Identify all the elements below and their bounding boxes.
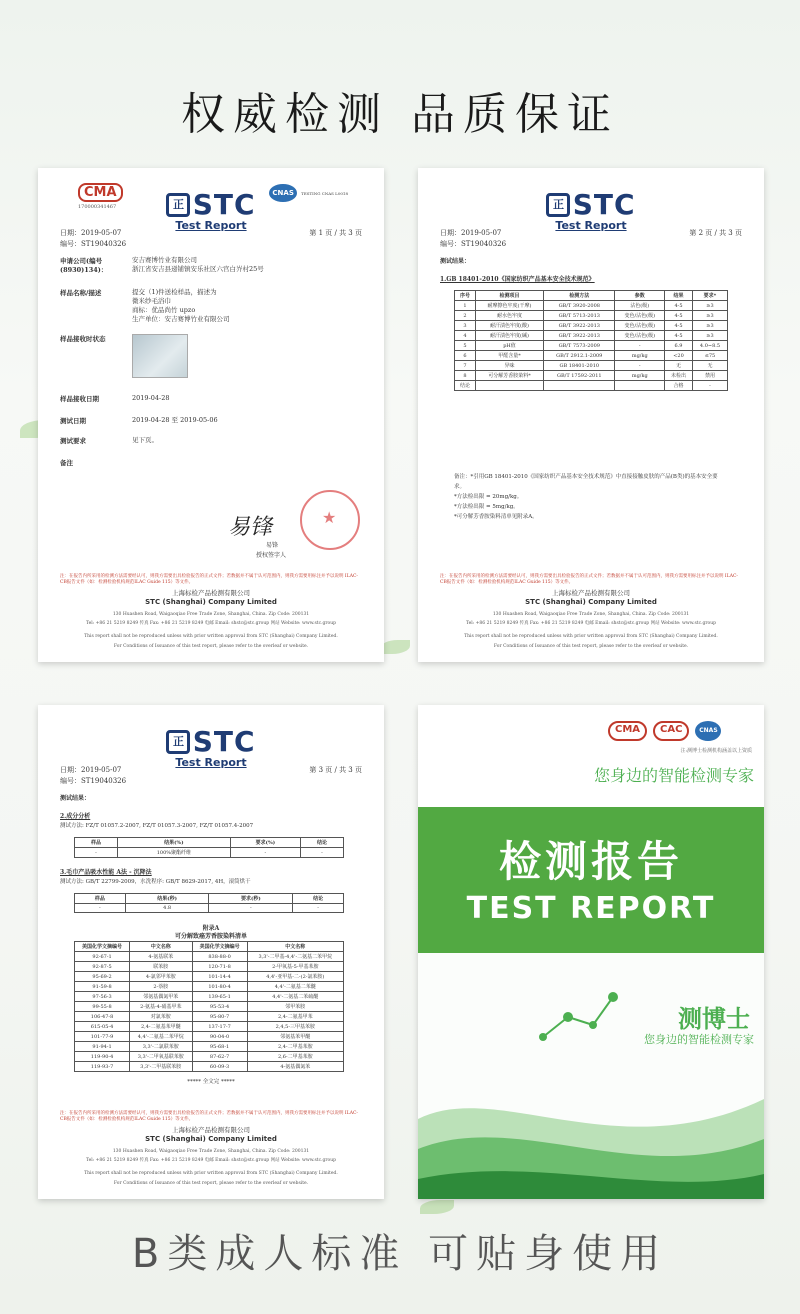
company-contact: Tel: +86 21 5219 8249 传真 Fax: +86 21 5219 8249 电邮 Email: shstc@stc.group 网站 Website: www.stc.group (85, 621, 337, 626)
cover-title-band (418, 807, 764, 953)
appendix-title: 可分解致癌芳香胺染料清单 (174, 933, 247, 940)
accreditation-note: 注：在报告内所采用的检测方法需要经认可，则我方需要出具检验报告的正式文件；若数据并不属于认可范围内，则我方需要用标注并予以说明 ILAC-CB报告文件（如：检测检验机构规范ILAC Guide 115）等文件。 (440, 574, 738, 585)
stc-wordmark: STC (192, 188, 256, 221)
accreditation-note: 注：在报告内所采用的检测方法需要经认可，则我方需要出具检验报告的正式文件；若数据并不属于认可范围内，则我方需要用标注并予以说明 ILAC-CB报告文件（如：检测检验机构规范ILAC Guide 115）等文件。 (60, 574, 358, 585)
company-name-cn: 上海标检产品检测有限公司 (552, 589, 630, 597)
conditions-note: For Conditions of Issuance of this test report, please refer to the overleaf or website. (493, 644, 689, 649)
requirement-row: 测试要求 见下页。 (60, 436, 158, 445)
cma-logo: CMA (608, 721, 647, 741)
table-row: 3 耐汗渍色牢度(酸) GB/T 3922-2013 变色/沾色(级) 4-5 ≥3 (455, 321, 728, 331)
brand-name: 测博士 (678, 1005, 750, 1033)
company-address: 130 Huashen Road, Waigaoqiao Free Trade Zone, Shanghai, China. Zip Code: 200131 (112, 1149, 310, 1154)
report-cover (418, 705, 764, 1199)
qualification-note: 注:测博士检测机构涵盖以上资质 (680, 748, 752, 754)
table-row: 106-47-8 对氯苯胺 95-80-7 2,4-二氨基甲苯 (75, 1012, 344, 1022)
report-meta: 日期：2019-05-07 编号：ST19040326 第 3 页 / 共 3 页 (60, 766, 362, 785)
report-page-3 (38, 705, 384, 1199)
official-stamp-icon (300, 490, 360, 550)
report-date: 日期：2019-05-07 (60, 229, 122, 237)
report-meta (60, 228, 362, 250)
table-row: 119-90-4 3,3'-二甲氧基联苯胺 87-62-7 2,6-二甲基苯胺 (75, 1052, 344, 1062)
test-date-row: 测试日期 2019-04-28 至 2019-05-06 (60, 416, 218, 425)
table-row: 5 pH值 GB/T 7573-2009 - 6.9 4.0~8.5 (455, 341, 728, 351)
table-row: 91-94-1 3,3'-二氯联苯胺 95-68-1 2,4-二甲基苯胺 (75, 1042, 344, 1052)
stc-wordmark: STC (192, 725, 256, 758)
cma-logo: CMA (78, 183, 123, 202)
company-contact: Tel: +86 21 5219 8249 传真 Fax: +86 21 5219 8249 电邮 Email: shstc@stc.group 网站 Website: www.stc.group (85, 1158, 337, 1163)
company-name-en: STC (Shanghai) Company Limited (145, 1135, 277, 1143)
company-name-en: STC (Shanghai) Company Limited (525, 598, 657, 606)
composition-method: 测试方法: FZ/T 01057.2-2007, FZ/T 01057.3-2007, FZ/T 01057.4-2007 (60, 823, 254, 829)
composition-heading: 2.成分分析 (60, 813, 91, 820)
report-meta: 日期：2019-05-07 编号：ST19040326 第 2 页 / 共 3 页 (440, 229, 742, 248)
cover-title-cn: 检测报告 (498, 837, 683, 886)
table-row: 97-56-3 邻氨基偶氮甲苯 139-65-1 4,4'-二氨基二苯硫醚 (75, 992, 344, 1002)
cnas-logo: CNAS TESTING CNAS L0018 (269, 184, 348, 202)
test-report-label: Test Report (175, 756, 247, 769)
table-row: 4 耐汗渍色牢度(碱) GB/T 3922-2013 变色/沾色(级) 4-5 ≥3 (455, 331, 728, 341)
reproduction-note: This report shall not be reproduced unless with prior written approval from STC (Shanghai) Company Limited. (84, 634, 338, 639)
table-row: 95-69-2 4-氯邻甲苯胺 101-14-4 4,4'-亚甲基-二-(2-氯苯胺) (75, 972, 344, 982)
absorbency-method: 测试方法: GB/T 22799-2009，水洗程序: GB/T 8629-2017, 4H，滚筒烘干 (60, 879, 251, 885)
background-leaf (380, 640, 410, 654)
background-leaf (420, 1200, 454, 1214)
company-address: 130 Huashen Road, Waigaoqiao Free Trade Zone, Shanghai, China. Zip Code: 200131 (492, 612, 690, 617)
page-headline: 权威检测 品质保证 (181, 89, 619, 140)
applicant-row: 申请公司(编号(8930)134)： 安吉赛博竹业有限公司 浙江省安吉县递铺镇安乐社区六官白岕村25号 (60, 256, 264, 274)
sample-photo-row: 样品接收时状态 (60, 334, 362, 378)
safety-results-table: 序号 检测项目 检测方法 参数 结果 要求* 1 耐摩擦色牢度(干摩) GB/T 3920-2008 沾色(级) 4-5 ≥3 2 耐水色牢度 GB/T 5713-2013 变色/沾色(级) 4-5 ≥3 3 耐汗渍色牢度(酸) GB/T 3922-2013 变色/沾色(级) 4-5 ≥3 4 耐汗渍色牢度(碱) GB/T 3922-2013 变色/沾色(级) 4-5 ≥3 5 pH值 GB/T 7573-2009 - 6.9 4.0~8.5 6 甲醛含量* GB/T 2912.1-2009 mg/kg <20 ≤75 7 异味 GB 18401-2010 - 无 无 8 可分解芳香胺染料* GB/T 17592-2011 mg/kg 未检出 禁用 结论 合格 - (454, 290, 728, 391)
page-number: 第 1 页 / 共 3 页 (309, 229, 362, 237)
stc-logo (418, 188, 764, 232)
footer-slogan: B类成人标准 可贴身使用 (131, 1231, 669, 1277)
amine-list-table: 美国化学文摘编号 中文名称 美国化学文摘编号 中文名称 92-67-1 4-氨基联苯 838-88-0 3,3'-二甲基-4,4'-二氨基二苯甲烷 92-87-5 联苯胺 120-71-8 2-甲氧基-5-甲基苯胺 95-69-2 4-氯邻甲苯胺 101-14-4 4,4'-亚甲基-二-(2-氯苯胺) 91-59-8 2-萘胺 101-80-4 4,4'-二氨基二苯醚 97-56-3 邻氨基偶氮甲苯 139-65-1 4,4'-二氨基二苯硫醚 99-55-8 2-氨基-4-硝基甲苯 95-53-4 邻甲苯胺 106-47-8 对氯苯胺 95-80-7 2,4-二氨基甲苯 615-05-4 2,4-二氨基苯甲醚 137-17-7 2,4,5-三甲基苯胺 101-77-9 4,4'-二氨基二苯甲烷 90-04-0 邻氨基苯甲醚 91-94-1 3,3'-二氯联苯胺 95-68-1 2,4-二甲基苯胺 119-90-4 3,3'-二甲氧基联苯胺 87-62-7 2,6-二甲基苯胺 119-93-7 3,3'-二甲基联苯胺 60-09-3 4-氨基偶氮苯 (74, 941, 344, 1072)
molecule-icon (538, 987, 618, 1047)
table-notes: 备注：*引用GB 18401-2010《国家纺织产品基本安全技术规范》中直接接触皮肤的产品(B类)的基本安全要求。 *方法检出限 = 20mg/kg。 *方法检出限 = 5mg/kg。 *可分解芳香胺染料清单见附录A。 (454, 474, 718, 520)
cnas-logo: CNAS (695, 721, 721, 741)
results-heading: 测试结果： (440, 258, 471, 265)
reproduction-note: This report shall not be reproduced unless with prior written approval from STC (Shanghai) Company Limited. (84, 1171, 338, 1176)
table-row: 91-59-8 2-萘胺 101-80-4 4,4'-二氨基二苯醚 (75, 982, 344, 992)
cover-slogan: 您身边的智能检测专家 (593, 766, 754, 785)
cma-number: 170000341467 (78, 204, 117, 210)
stc-wordmark: STC (572, 188, 636, 221)
conditions-note: For Conditions of Issuance of this test report, please refer to the overleaf or website. (113, 1181, 309, 1186)
company-name-en: STC (Shanghai) Company Limited (145, 598, 277, 606)
table-row: 6 甲醛含量* GB/T 2912.1-2009 mg/kg <20 ≤75 (455, 351, 728, 361)
table-row: 92-67-1 4-氨基联苯 838-88-0 3,3'-二甲基-4,4'-二氨基二苯甲烷 (75, 952, 344, 962)
receive-date-row: 样品接收日期 2019-04-28 (60, 394, 170, 403)
reproduction-note: This report shall not be reproduced unless with prior written approval from STC (Shanghai) Company Limited. (464, 634, 718, 639)
absorbency-table: 样品 结果(秒) 要求(秒) 结论 - 4.8 - - (74, 893, 344, 913)
table-row: 99-55-8 2-氨基-4-硝基甲苯 95-53-4 邻甲苯胺 (75, 1002, 344, 1012)
test-report-label: Test Report (555, 219, 627, 232)
stc-mark-icon: 正 (546, 193, 570, 217)
brand-slogan: 您身边的智能检测专家 (644, 1033, 754, 1046)
sample-row: 样品名称/描述 提交（1)件送检样品，描述为 微米纱毛浴巾 商标：优品尚竹 upzo 生产单位：安吉赛博竹业有限公司 (60, 288, 230, 323)
stc-logo (38, 725, 384, 769)
table-row: 7 异味 GB 18401-2010 - 无 无 (455, 361, 728, 371)
company-address: 130 Huashen Road, Waigaoqiao Free Trade Zone, Shanghai, China. Zip Code: 200131 (112, 612, 310, 617)
company-name-cn: 上海标检产品检测有限公司 (172, 1126, 250, 1134)
qualification-logos (608, 721, 721, 741)
cover-title-en: TEST REPORT (466, 891, 716, 926)
end-of-report: ***** 全文完 ***** (187, 1079, 235, 1085)
accreditation-note: 注：在报告内所采用的检测方法需要经认可，则我方需要出具检验报告的正式文件；若数据并不属于认可范围内，则我方需要用标注并予以说明 ILAC-CB报告文件（如：检测检验机构规范ILAC Guide 115）等文件。 (60, 1111, 358, 1122)
company-name-cn: 上海标检产品检测有限公司 (172, 589, 250, 597)
table-row: 101-77-9 4,4'-二氨基二苯甲烷 90-04-0 邻氨基苯甲醚 (75, 1032, 344, 1042)
signer-title: 授权签字人 (256, 552, 287, 559)
table-row: 2 耐水色牢度 GB/T 5713-2013 变色/沾色(级) 4-5 ≥3 (455, 311, 728, 321)
report-number: 编号：ST19040326 (60, 240, 127, 248)
test-report-label: Test Report (175, 219, 247, 232)
appendix-label: 附录A (202, 925, 220, 932)
table-row: 结论 合格 - (455, 381, 728, 391)
sample-photo (132, 334, 188, 378)
page-number: 第 2 页 / 共 3 页 (689, 229, 742, 237)
table-row: 92-87-5 联苯胺 120-71-8 2-甲氧基-5-甲基苯胺 (75, 962, 344, 972)
absorbency-heading: 3.毛巾产品吸水性能 A法 - 沉降法 (60, 869, 152, 876)
company-contact: Tel: +86 21 5219 8249 传真 Fax: +86 21 5219 8249 电邮 Email: shstc@stc.group 网站 Website: www.stc.group (465, 621, 717, 626)
table-row: 615-05-4 2,4-二氨基苯甲醚 137-17-7 2,4,5-三甲基苯胺 (75, 1022, 344, 1032)
page-number: 第 3 页 / 共 3 页 (309, 766, 362, 774)
table-row: 8 可分解芳香胺染料* GB/T 17592-2011 mg/kg 未检出 禁用 (455, 371, 728, 381)
report-page-1 (38, 168, 384, 662)
stc-mark-icon: 正 (166, 193, 190, 217)
table-row: 119-93-7 3,3'-二甲基联苯胺 60-09-3 4-氨基偶氮苯 (75, 1062, 344, 1072)
composition-table: 样品 结果(%) 要求(%) 结论 - 100%聚酯纤维 - - (74, 837, 344, 858)
remark-row: 备注 (60, 459, 73, 467)
results-heading: 测试结果： (60, 795, 91, 802)
table-row: 1 耐摩擦色牢度(干摩) GB/T 3920-2008 沾色(级) 4-5 ≥3 (455, 301, 728, 311)
green-wave-decoration (418, 1059, 764, 1199)
standard-title: 1.GB 18401-2010《国家纺织产品基本安全技术规范》 (440, 276, 595, 283)
signature: 易锋 (228, 515, 273, 540)
cac-logo: CAC (653, 721, 689, 741)
signer-name: 易锋 (266, 542, 279, 549)
report-page-2 (418, 168, 764, 662)
stc-mark-icon: 正 (166, 730, 190, 754)
conditions-note: For Conditions of Issuance of this test report, please refer to the overleaf or website. (113, 644, 309, 649)
